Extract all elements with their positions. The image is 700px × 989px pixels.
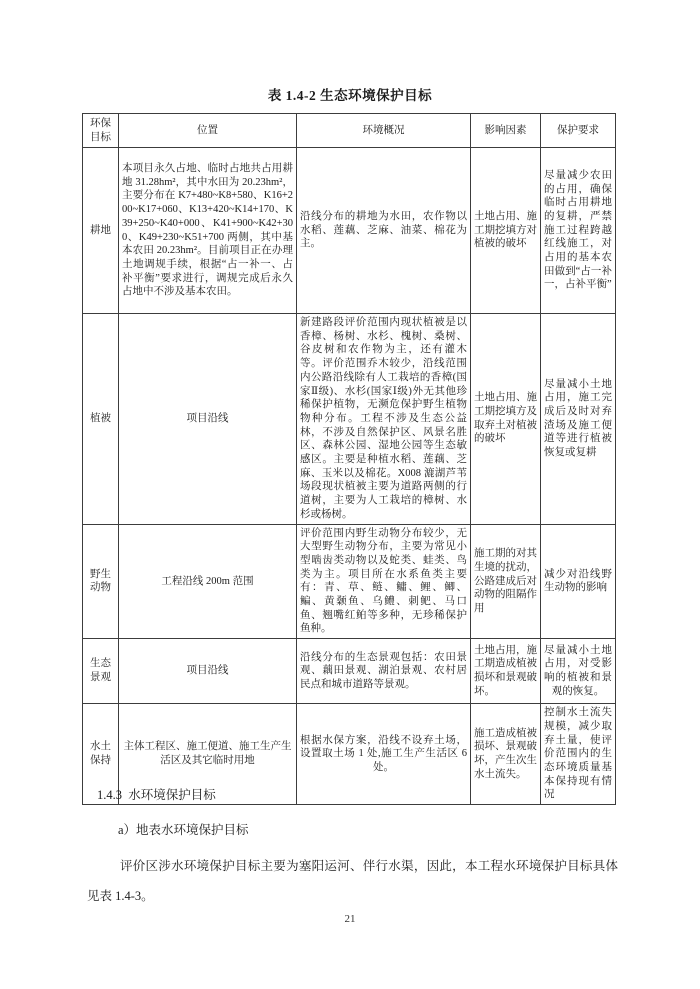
cell-target: 水土保持 [83,704,119,805]
cell-location: 工程沿线 200m 范围 [119,524,297,639]
section-paragraph: 评价区涉水环境保护目标主要为塞阳运河、伴行水渠，因此，本工程水环境保护目标具体见表 1.4-3。 [87,859,618,903]
section-heading: 1.4.3 水环境保护目标 [97,788,216,802]
cell-target: 生态景观 [83,639,119,704]
table-row-vegetation [83,314,616,525]
col-header-location: 位置 [119,114,297,148]
cell-requirements: 尽量减小土地占用，施工完成后及时对弃渣场及施工便道等进行植被恢复或复耕 [541,314,616,525]
page-number: 21 [344,913,356,925]
cell-requirements: 减少对沿线野生动物的影响 [541,524,616,639]
cell-factors: 土地占用、施工期挖填方及取弃土对植被的破坏 [471,314,541,525]
cell-overview: 沿线分布的生态景观包括：农田景观、藕田景观、湖泊景观、农村居民点和城市道路等景观。 [297,639,471,704]
col-header-factors: 影响因素 [471,114,541,148]
cell-target: 野生动物 [83,524,119,639]
col-header-overview: 环境概况 [297,114,471,148]
section-sub-heading: a）地表水环境保护目标 [118,823,249,837]
table-row-wildlife [83,524,616,639]
cell-location: 项目沿线 [119,639,297,704]
cell-factors: 施工造成植被损坏、景观破坏，产生次生水土流失。 [471,704,541,805]
col-header-target: 环保目标 [83,114,119,148]
section-1-4-3 [87,785,618,911]
table-header-row [83,114,616,148]
cell-target: 耕地 [83,148,119,314]
table-row-cultivated-land [83,148,616,314]
cell-overview: 根据水保方案，沿线不设弃土场，设置取土场 1 处,施工生产生活区 6 处。 [297,704,471,805]
col-header-requirements: 保护要求 [541,114,616,148]
cell-factors: 土地占用、施工期挖填方对植被的破坏 [471,148,541,314]
cell-requirements: 尽量减小土地占用，对受影响的植被和景观的恢复。 [541,639,616,704]
cell-overview: 沿线分布的耕地为水田，农作物以水稻、莲藕、芝麻、油菜、棉花为主。 [297,148,471,314]
cell-target: 植被 [83,314,119,525]
eco-protection-table [82,113,616,805]
cell-factors: 土地占用，施工期造成植被损坏和景观破坏。 [471,639,541,704]
cell-requirements: 控制水土流失规模，减少取弃土量，使评价范围内的生态环境质量基本保持现有情况 [541,704,616,805]
cell-requirements: 尽量减少农田的占用，确保临时占用耕地的复耕，严禁施工过程跨越红线施工，对占用的基本农田做到“占一补一，占补平衡” [541,148,616,314]
cell-factors: 施工期的对其生境的扰动，公路建成后对动物的阻隔作用 [471,524,541,639]
cell-location: 主体工程区、施工便道、施工生产生活区及其它临时用地 [119,704,297,805]
cell-overview: 评价范围内野生动物分布较少，无大型野生动物分布，主要为常见小型啮齿类动物以及蛇类、蛙类、鸟类为主。项目所在水系鱼类主要有：青、草、鲢、鳙、鲤、鲫、鳊、黄颡鱼、乌鳢、刺鲃、马口鱼、翘嘴红鲌等多种，无珍稀保护鱼种。 [297,524,471,639]
cell-overview: 新建路段评价范围内现状植被是以香樟、杨树、水杉、槐树、桑树、谷皮树和农作物为主，还有灌木等。评价范围乔木较少，沿线范围内公路沿线除有人工栽培的香樟(国家Ⅱ级)、水杉(国家Ⅰ级)外无其他珍稀保护植物，无濒危保护野生植物物种分布。工程不涉及生态公益林，不涉及自然保护区、风景名胜区、森林公园、湿地公园等生态敏感区。主要是种植水稻、莲藕、芝麻、玉米以及棉花。X008 漉湖芦苇场段现状植被主要为道路两侧的行道树，主要为人工栽培的樟树、水杉或杨树。 [297,314,471,525]
cell-location: 项目沿线 [119,314,297,525]
cell-location: 本项目永久占地、临时占地共占用耕地 31.28hm²，其中水田为 20.23hm²，主要分布在 K7+480~K8+580、K16+200~K17+060、K13+420~K14+170、K39+250~K40+000、K41+900~K42+300、K49+230~K51+700 两侧，其中基本农田 20.23hm²。目前项目正在办理土地调规手续，根据“占一补一、占补平衡”要求进行，调规完成后永久占地中不涉及基本农田。 [119,148,297,314]
table-title: 表 1.4-2 生态环境保护目标 [267,88,433,103]
table-row-eco-landscape [83,639,616,704]
